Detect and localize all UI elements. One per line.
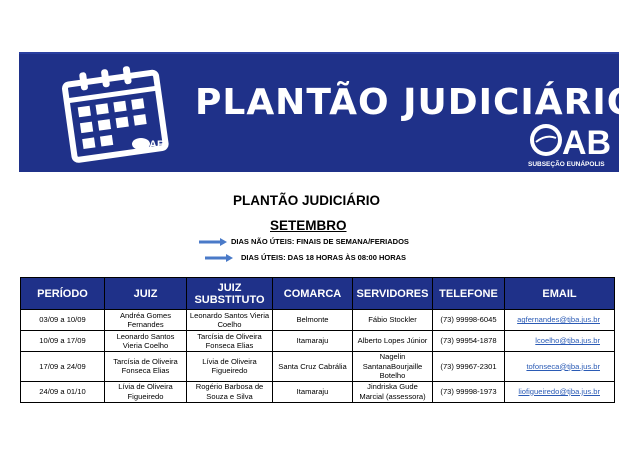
cell-telefone: (73) 99998-6045 (433, 310, 505, 331)
cell-comarca: Belmonte (273, 310, 353, 331)
header-email: EMAIL (505, 278, 615, 310)
cell-juiz: Lívia de Oliveira Figueiredo (105, 381, 187, 402)
cell-telefone: (73) 99998-1973 (433, 381, 505, 402)
cell-servidores: Nagelin SantanaBourjaille Botelho (353, 352, 433, 382)
header-comarca: COMARCA (273, 278, 353, 310)
cell-comarca: Santa Cruz Cabrália (273, 352, 353, 382)
cell-juiz-substituto: Tarcísia de Oliveira Fonseca Elias (187, 331, 273, 352)
cell-telefone: (73) 99954-1878 (433, 331, 505, 352)
header-juiz-substituto: JUIZ SUBSTITUTO (187, 278, 273, 310)
note-non-business-days: DIAS NÃO ÚTEIS: FINAIS DE SEMANA/FERIADOS (231, 237, 409, 246)
cell-servidores: Alberto Lopes Júnior (353, 331, 433, 352)
svg-text:AB: AB (562, 124, 612, 162)
header-telefone: TELEFONE (433, 278, 505, 310)
cell-telefone: (73) 99967-2301 (433, 352, 505, 382)
cell-servidores: Fábio Stockler (353, 310, 433, 331)
banner-title: PLANTÃO JUDICIÁRIO (195, 82, 639, 123)
table-row (21, 352, 615, 382)
cell-periodo: 17/09 a 24/09 (21, 352, 105, 382)
header-servidores: SERVIDORES (353, 278, 433, 310)
cell-periodo: 10/09 a 17/09 (21, 331, 105, 352)
cell-juiz: Tarcísia de Oliveira Fonseca Elias (105, 352, 187, 382)
page-title: PLANTÃO JUDICIÁRIO (233, 193, 381, 208)
svg-text:AB: AB (149, 139, 165, 151)
header-periodo: PERÍODO (21, 278, 105, 310)
month-title: SETEMBRO (270, 218, 347, 233)
cell-comarca: Itamaraju (273, 331, 353, 352)
header-juiz: JUIZ (105, 278, 187, 310)
cell-juiz-substituto: Leonardo Santos Vieria Coelho (187, 310, 273, 331)
table-row (21, 381, 615, 402)
email-link[interactable]: tofonseca@tjba.jus.br (505, 352, 615, 382)
email-link[interactable]: agfernandes@tjba.jus.br (505, 310, 615, 331)
banner (19, 52, 639, 172)
cell-juiz: Andréa Gomes Fernandes (105, 310, 187, 331)
logo-subtitle: SUBSEÇÃO EUNÁPOLIS (528, 161, 605, 168)
note-business-days: DIAS ÚTEIS: DAS 18 HORAS ÀS 08:00 HORAS (241, 253, 407, 262)
cell-juiz: Leonardo Santos Vieria Coelho (105, 331, 187, 352)
email-link[interactable]: liofigueiredo@tjba.jus.br (505, 381, 615, 402)
cell-periodo: 03/09 a 10/09 (21, 310, 105, 331)
email-link[interactable]: lcoelho@tjba.jus.br (505, 331, 615, 352)
cell-juiz-substituto: Rogério Barbosa de Souza e Silva (187, 381, 273, 402)
table-header-row (21, 278, 615, 310)
schedule-table (20, 277, 615, 403)
table-row (21, 310, 615, 331)
cell-servidores: Jindriska Gude Marcial (assessora) (353, 381, 433, 402)
cell-comarca: Itamaraju (273, 381, 353, 402)
arrow-right-icon (199, 238, 227, 246)
cell-periodo: 24/09 a 01/10 (21, 381, 105, 402)
calendar-icon (57, 64, 177, 164)
cell-juiz-substituto: Lívia de Oliveira Figueiredo (187, 352, 273, 382)
arrow-right-icon (205, 254, 233, 262)
table-row (21, 331, 615, 352)
